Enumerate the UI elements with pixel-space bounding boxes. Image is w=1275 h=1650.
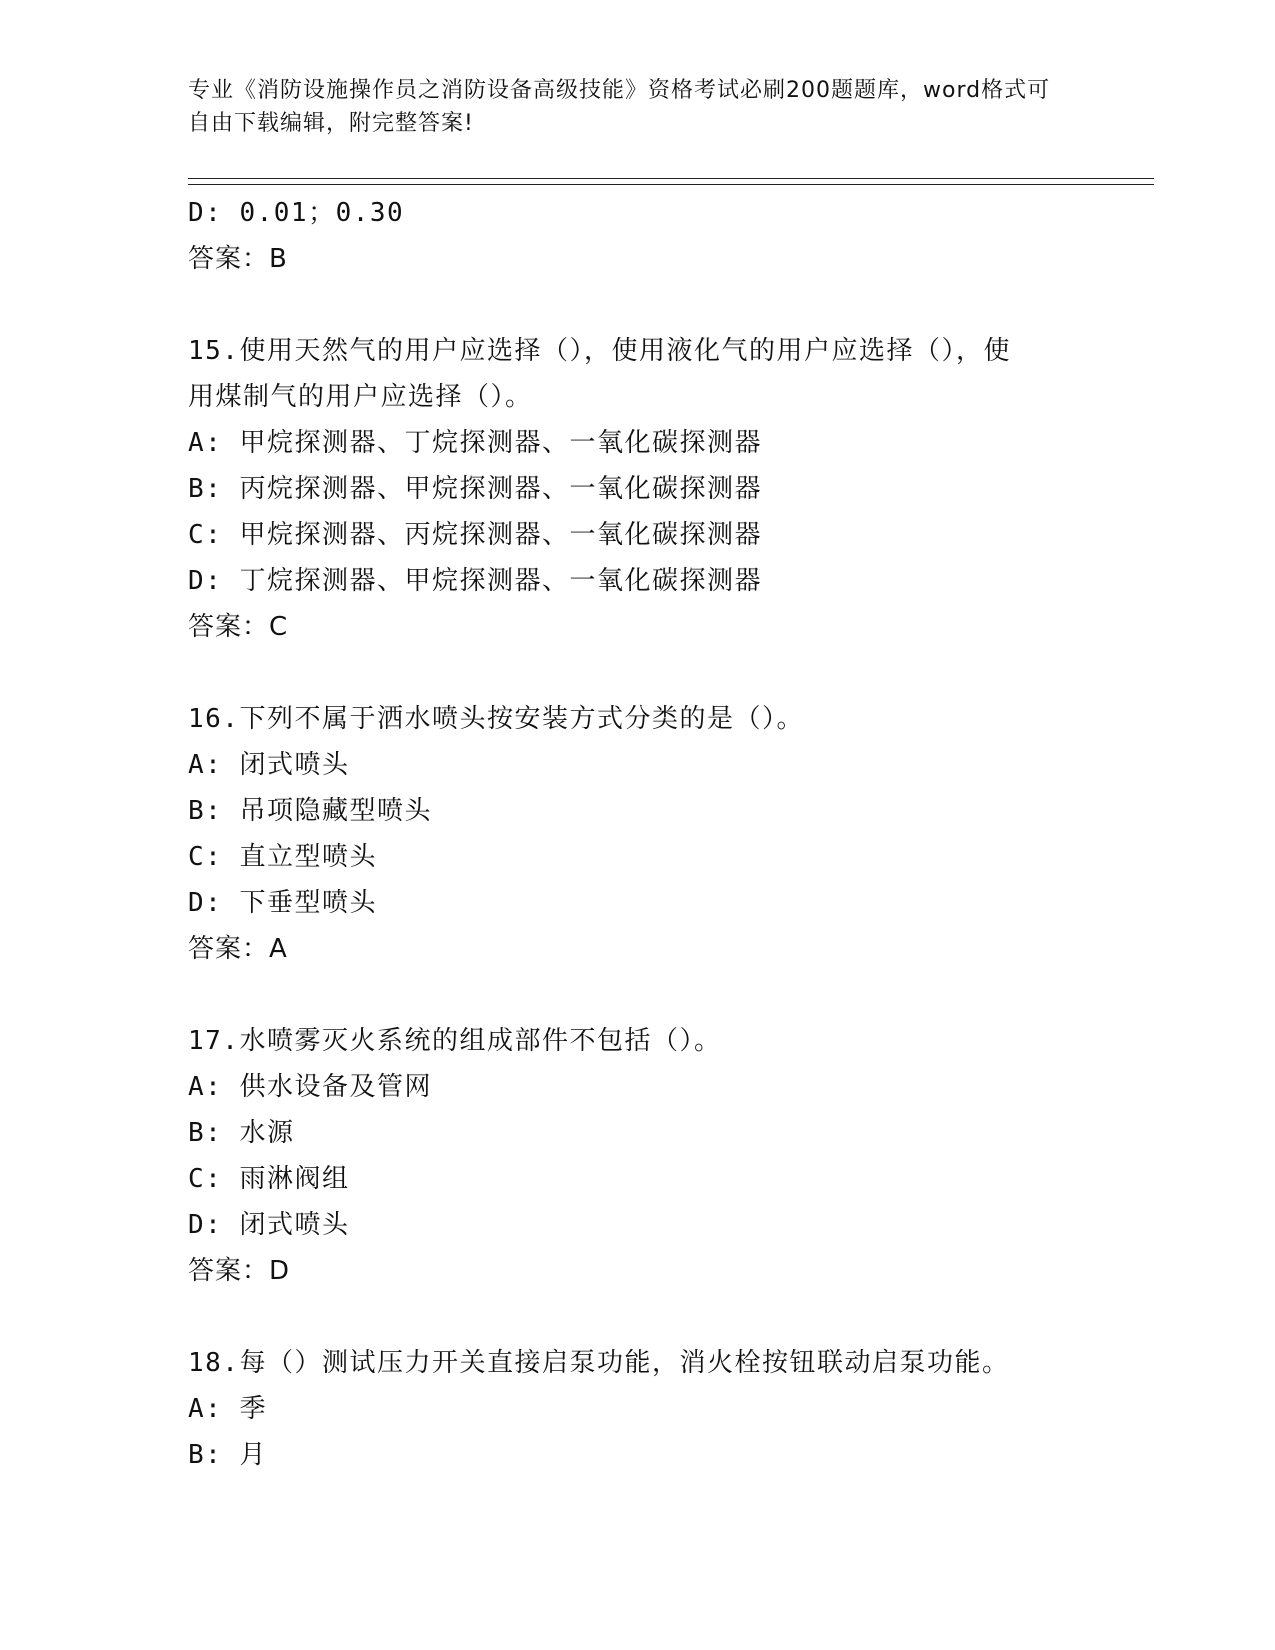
question-stem: 15.使用天然气的用户应选择（），使用液化气的用户应选择（），使 [188, 336, 1011, 366]
option-d: D: 丁烷探测器、甲烷探测器、一氧化碳探测器 [188, 566, 762, 596]
option-c: C: 甲烷探测器、丙烷探测器、一氧化碳探测器 [188, 520, 762, 550]
answer: 答案：D [188, 1256, 291, 1286]
option-a: A: 供水设备及管网 [188, 1072, 432, 1102]
header-text: 专业《消防设施操作员之消防设备高级技能》资格考试必刷200题题库，word格式可自由下载编辑，附完整答案! [188, 78, 1051, 136]
answer: 答案：A [188, 934, 288, 964]
question-16 [188, 696, 1088, 972]
option-b: B: 水源 [188, 1118, 295, 1148]
answer: 答案：C [188, 612, 289, 642]
option-a: A: 甲烷探测器、丁烷探测器、一氧化碳探测器 [188, 428, 762, 458]
question-stem-cont: 用煤制气的用户应选择（）。 [188, 382, 533, 412]
option-b: B: 月 [188, 1440, 267, 1470]
header-rule-bottom [188, 184, 1154, 185]
option-a: A: 季 [188, 1394, 267, 1424]
option-d-prev: D: 0.01；0.30 [188, 198, 405, 228]
question-18 [188, 1340, 1088, 1478]
answer-prev: 答案：B [188, 244, 288, 274]
spacer [188, 650, 1088, 696]
question-stem: 18.每（）测试压力开关直接启泵功能，消火栓按钮联动启泵功能。 [188, 1348, 1010, 1378]
document-header [188, 74, 1068, 140]
option-c: C: 雨淋阀组 [188, 1164, 350, 1194]
spacer [188, 1294, 1088, 1340]
header-rule-top [188, 178, 1154, 179]
option-b: B: 丙烷探测器、甲烷探测器、一氧化碳探测器 [188, 474, 762, 504]
option-b: B: 吊项隐藏型喷头 [188, 796, 432, 826]
question-stem: 16.下列不属于洒水喷头按安装方式分类的是（）。 [188, 704, 804, 734]
spacer [188, 972, 1088, 1018]
option-a: A: 闭式喷头 [188, 750, 350, 780]
spacer [188, 282, 1088, 328]
question-stem: 17.水喷雾灭火系统的组成部件不包括（）。 [188, 1026, 722, 1056]
option-d: D: 下垂型喷头 [188, 888, 377, 918]
option-d: D: 闭式喷头 [188, 1210, 350, 1240]
document-body [188, 190, 1088, 1478]
option-c: C: 直立型喷头 [188, 842, 377, 872]
question-17 [188, 1018, 1088, 1294]
question-15 [188, 328, 1088, 650]
